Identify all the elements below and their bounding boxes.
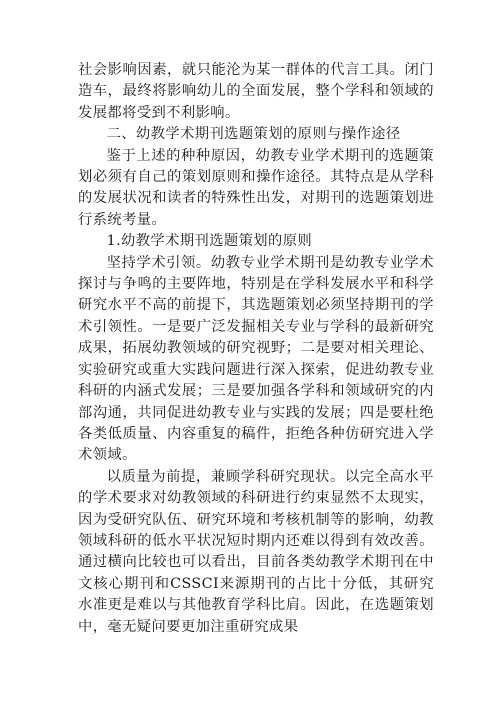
document-body <box>78 60 434 638</box>
paragraph-academic-leadership: 坚持学术引领。幼教专业学术期刊是幼教专业学术探讨与争鸣的主要阵地，特别是在学科发展水平和科学研究水平不高的前提下，其选题策划必须坚持期刊的学术引领性。一是要广泛发掘相关专业与学科的最新研究成果，拓展幼教领域的研究视野；二是要对相关理论、实验研究或重大实践问题进行深入探索，促进幼教专业科研的内涵式发展；三是要加强各学科和领域研究的内部沟通，共同促进幼教专业与实践的发展；四是要杜绝各类低质量、内容重复的稿件，拒绝各种仿研究进入学术领域。 <box>78 254 434 464</box>
paragraph-quality-premise: 以质量为前提，兼顾学科研究现状。以完全高水平的学术要求对幼教领域的科研进行约束显然不太现实，因为受研究队伍、研究环境和考核机制等的影响，幼教领域科研的低水平状况短时期内还难以得到有效改善。通过横向比较也可以看出，目前各类幼教学术期刊在中文核心期刊和CSSCI来源期刊的占比十分低，其研究水准更是难以与其他教育学科比肩。因此，在选题策划中，毫无疑问要更加注重研究成果 <box>78 468 434 635</box>
section-heading-2: 二、幼教学术期刊选题策划的原则与操作途径 <box>106 126 401 143</box>
paragraph-continuation: 社会影响因素，就只能沦为某一群体的代言工具。闭门造车，最终将影响幼儿的全面发展，整个学科和领域的发展都将受到不利影响。 <box>78 62 434 121</box>
paragraph-intro: 鉴于上述的种种原因，幼教专业学术期刊的选题策划必须有自己的策划原则和操作途径。其特点是从学科的发展状况和读者的特殊性出发，对期刊的选题策划进行系统考量。 <box>78 147 434 228</box>
subsection-heading-1: 1.幼教学术期刊选题策划的原则 <box>106 233 313 250</box>
